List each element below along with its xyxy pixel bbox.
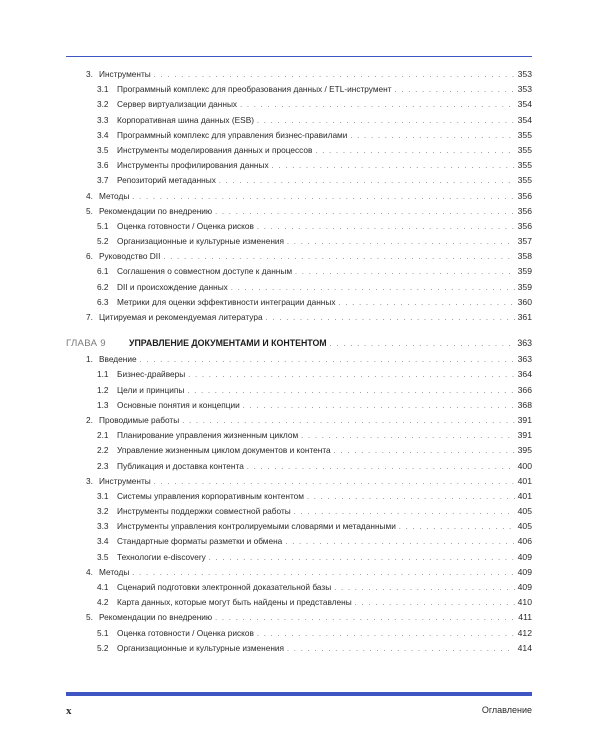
toc-entry-number: 3.5 xyxy=(97,551,109,562)
toc-entry-title: Руководство DII xyxy=(99,251,161,262)
toc-entry-page: 368 xyxy=(517,399,532,410)
toc-entry-page: 360 xyxy=(517,296,532,307)
toc-dot-leader xyxy=(187,384,514,398)
toc-entry-title: Системы управления корпоративным контентом xyxy=(117,490,304,501)
toc-entry-number: 5. xyxy=(86,205,93,216)
toc-subsection-entry[interactable] xyxy=(66,128,532,143)
toc-dot-leader xyxy=(330,336,515,352)
toc-dot-leader xyxy=(257,114,515,128)
toc-entry-title: Проводимые работы xyxy=(99,414,180,425)
toc-entry-title: Инструменты поддержки совместной работы xyxy=(117,506,291,517)
toc-subsection-entry[interactable] xyxy=(66,158,532,173)
toc-entry-number: 3.4 xyxy=(97,129,109,140)
toc-entry-title: Планирование управления жизненным циклом xyxy=(117,430,299,441)
toc-entry-title: Методы xyxy=(99,566,130,577)
toc-entry-page: 358 xyxy=(517,251,532,262)
toc-entry-page: 405 xyxy=(517,521,532,532)
toc-entry-title: Публикация и доставка контента xyxy=(117,460,244,471)
header-rule xyxy=(66,56,532,57)
toc-entry-number: 5.1 xyxy=(97,220,109,231)
toc-entry-title: Основные понятия и концепции xyxy=(117,399,240,410)
toc-entry-number: 2. xyxy=(86,414,93,425)
toc-subsection-entry[interactable] xyxy=(66,504,532,519)
toc-entry-number: 3.1 xyxy=(97,490,109,501)
toc-subsection-entry[interactable] xyxy=(66,626,532,641)
toc-subsection-entry[interactable] xyxy=(66,97,532,112)
toc-entry-number: 1. xyxy=(86,354,93,365)
toc-entry-page: 401 xyxy=(517,475,532,486)
toc-entry-page: 410 xyxy=(517,597,532,608)
toc-dot-leader xyxy=(154,68,515,82)
toc-entry-page: 357 xyxy=(517,236,532,247)
toc-entry-title: Инструменты xyxy=(99,69,151,79)
toc-section-entry[interactable] xyxy=(66,67,532,82)
toc-dot-leader xyxy=(132,566,514,580)
toc-dot-leader xyxy=(338,296,514,310)
toc-entry-title: Сценарий подготовки электронной доказательной базы xyxy=(117,582,332,592)
toc-entry-title: Организационные и культурные изменения xyxy=(117,236,285,247)
toc-entry-number: 3. xyxy=(86,69,93,79)
toc-subsection-entry[interactable] xyxy=(66,113,532,128)
toc-entry-number: 2.3 xyxy=(97,460,109,471)
toc-entry-page: 356 xyxy=(517,205,532,216)
toc-entry-page: 409 xyxy=(517,582,532,592)
toc-dot-leader xyxy=(307,490,515,504)
toc-entry-title: Технологии e-discovery xyxy=(117,551,206,562)
toc-dot-leader xyxy=(285,535,514,549)
toc-entry-number: 3.4 xyxy=(97,536,109,547)
toc-entry-title: Оценка готовности / Оценка рисков xyxy=(117,627,254,638)
toc-subsection-entry[interactable] xyxy=(66,219,532,234)
toc-subsection-entry[interactable] xyxy=(66,534,532,549)
toc-entry-title: Инструменты профилирования данных xyxy=(117,160,269,171)
toc-entry-page: 391 xyxy=(517,414,532,425)
toc-entry-title: Сервер виртуализации данных xyxy=(117,99,238,110)
toc-subsection-entry[interactable] xyxy=(66,398,532,413)
toc-entry-page: 409 xyxy=(517,551,532,562)
toc-entry-title: Инструменты xyxy=(99,475,151,486)
toc-subsection-entry[interactable] xyxy=(66,428,532,443)
toc-entry-title: Управление жизненным циклом документов и контента xyxy=(117,445,331,456)
toc-entry-number: 5.2 xyxy=(97,642,109,653)
toc-entry-title: Рекомендации по внедрению xyxy=(99,205,213,216)
toc-dot-leader xyxy=(215,205,515,219)
toc-subsection-entry[interactable] xyxy=(66,641,532,656)
toc-subsection-entry[interactable] xyxy=(66,82,532,97)
toc-entry-number: 1.3 xyxy=(97,399,109,410)
toc-entry-number: 3.5 xyxy=(97,144,109,155)
toc-entry-number: 5.2 xyxy=(97,236,109,247)
toc-entry-page: 355 xyxy=(517,144,532,155)
toc-dot-leader xyxy=(257,220,515,234)
toc-entry-page: 353 xyxy=(517,84,532,95)
toc-dot-leader xyxy=(231,281,515,295)
toc-subsection-entry[interactable] xyxy=(66,489,532,504)
footer-rule xyxy=(66,692,532,696)
toc-entry-number: 5.1 xyxy=(97,627,109,638)
toc-entry-title: DII и происхождение данных xyxy=(117,281,228,292)
toc-entry-title: Рекомендации по внедрению xyxy=(99,612,213,623)
toc-entry-title: Метрики для оценки эффективности интеграции данных xyxy=(117,296,336,307)
toc-entry-number: 4.1 xyxy=(97,582,109,592)
toc-entry-page: 356 xyxy=(517,220,532,231)
toc-dot-leader xyxy=(355,596,515,610)
toc-subsection-entry[interactable] xyxy=(66,443,532,458)
toc-dot-leader xyxy=(215,611,515,625)
running-footer-title: Оглавление xyxy=(481,705,532,715)
toc-subsection-entry[interactable] xyxy=(66,295,532,310)
toc-dot-leader xyxy=(140,353,515,367)
toc-dot-leader xyxy=(154,475,515,489)
toc-entry-title: Программный комплекс для управления бизнес-правилами xyxy=(117,129,348,140)
toc-dot-leader xyxy=(334,581,514,595)
toc-entry-page: 363 xyxy=(517,354,532,365)
toc-entry-number: 4.2 xyxy=(97,597,109,608)
toc-dot-leader xyxy=(247,460,515,474)
toc-dot-leader xyxy=(295,265,515,279)
toc-dot-leader xyxy=(219,174,515,188)
toc-subsection-entry[interactable] xyxy=(66,550,532,565)
toc-entry-page: 401 xyxy=(517,490,532,501)
toc-entry-title: Стандартные форматы разметки и обмена xyxy=(117,536,283,547)
toc-entry-number: 2.2 xyxy=(97,445,109,456)
toc-subsection-entry[interactable] xyxy=(66,173,532,188)
toc-entry-page: 412 xyxy=(517,627,532,638)
toc-entry-number: 3.7 xyxy=(97,175,109,186)
toc-entry-title: Карта данных, которые могут быть найдены и представлены xyxy=(117,597,352,608)
toc-entry-title: Бизнес-драйверы xyxy=(117,369,186,380)
toc-dot-leader xyxy=(301,429,514,443)
toc-entry-number: 6. xyxy=(86,251,93,262)
toc-entry-title: УПРАВЛЕНИЕ ДОКУМЕНТАМИ И КОНТЕНТОМ xyxy=(129,338,327,349)
toc-entry-page: 353 xyxy=(517,69,532,79)
toc-subsection-entry[interactable] xyxy=(66,383,532,398)
toc-subsection-entry[interactable] xyxy=(66,595,532,610)
toc-dot-leader xyxy=(243,399,515,413)
toc-entry-page: 354 xyxy=(517,99,532,110)
toc-entry-number: 3. xyxy=(86,475,93,486)
toc-entry-page: 391 xyxy=(517,430,532,441)
toc-entry-number: 3.6 xyxy=(97,160,109,171)
toc-entry-title: Репозиторий метаданных xyxy=(117,175,216,186)
toc-subsection-entry[interactable] xyxy=(66,519,532,534)
toc-dot-leader xyxy=(294,505,515,519)
toc-section-entry[interactable] xyxy=(66,352,532,367)
toc-entry-number: 5. xyxy=(86,612,93,623)
toc-dot-leader xyxy=(163,250,514,264)
toc-entry-number: ГЛАВА 9 xyxy=(66,338,106,350)
toc-section-entry[interactable] xyxy=(66,204,532,219)
toc-entry-number: 3.2 xyxy=(97,506,109,517)
toc-entry-number: 3.3 xyxy=(97,521,109,532)
toc-entry-page: 411 xyxy=(518,612,532,623)
toc-entry-number: 1.1 xyxy=(97,369,109,380)
toc-entry-page: 364 xyxy=(517,369,532,380)
toc-dot-leader xyxy=(132,190,514,204)
toc-entry-page: 361 xyxy=(517,312,532,322)
toc-entry-page: 354 xyxy=(517,114,532,125)
toc-entry-title: Цитируемая и рекомендуемая литература xyxy=(99,312,263,322)
toc-entry-title: Соглашения о совместном доступе к данным xyxy=(117,266,293,277)
toc-entry-title: Методы xyxy=(99,190,130,201)
toc-entry-number: 4. xyxy=(86,190,93,201)
toc-section-entry[interactable] xyxy=(66,610,532,625)
toc-dot-leader xyxy=(266,311,515,325)
toc-subsection-entry[interactable] xyxy=(66,580,532,595)
toc-subsection-entry[interactable] xyxy=(66,280,532,295)
toc-entry-number: 3.1 xyxy=(97,84,109,95)
toc-entry-page: 414 xyxy=(517,642,532,653)
toc-chapter-entry[interactable] xyxy=(66,335,532,352)
toc-section-entry[interactable] xyxy=(66,189,532,204)
toc-entry-number: 6.1 xyxy=(97,266,109,277)
table-of-contents xyxy=(66,67,532,656)
toc-dot-leader xyxy=(399,520,515,534)
toc-subsection-entry[interactable] xyxy=(66,459,532,474)
toc-subsection-entry[interactable] xyxy=(66,143,532,158)
toc-entry-title: Цели и принципы xyxy=(117,384,185,395)
toc-dot-leader xyxy=(287,235,515,249)
toc-subsection-entry[interactable] xyxy=(66,367,532,382)
toc-section-entry[interactable] xyxy=(66,249,532,264)
toc-entry-page: 400 xyxy=(517,460,532,471)
toc-entry-title: Корпоративная шина данных (ESB) xyxy=(117,114,255,125)
toc-section-entry[interactable] xyxy=(66,565,532,580)
toc-entry-number: 7. xyxy=(86,312,93,322)
toc-entry-page: 405 xyxy=(517,506,532,517)
toc-entry-page: 395 xyxy=(517,445,532,456)
toc-entry-title: Инструменты моделирования данных и процессов xyxy=(117,144,313,155)
toc-dot-leader xyxy=(350,129,514,143)
toc-dot-leader xyxy=(209,551,515,565)
toc-entry-page: 355 xyxy=(517,160,532,171)
toc-subsection-entry[interactable] xyxy=(66,264,532,279)
toc-entry-page: 356 xyxy=(517,190,532,201)
toc-subsection-entry[interactable] xyxy=(66,234,532,249)
toc-entry-page: 355 xyxy=(517,175,532,186)
toc-entry-page: 355 xyxy=(517,129,532,140)
toc-entry-number: 4. xyxy=(86,566,93,577)
toc-section-entry[interactable] xyxy=(66,310,532,325)
toc-dot-leader xyxy=(395,83,515,97)
toc-entry-page: 406 xyxy=(517,536,532,547)
toc-entry-title: Оценка готовности / Оценка рисков xyxy=(117,220,254,231)
toc-entry-number: 6.2 xyxy=(97,281,109,292)
toc-entry-number: 2.1 xyxy=(97,430,109,441)
toc-dot-leader xyxy=(257,627,515,641)
toc-dot-leader xyxy=(188,368,514,382)
toc-entry-number: 6.3 xyxy=(97,296,109,307)
toc-dot-leader xyxy=(334,444,515,458)
toc-dot-leader xyxy=(287,642,515,656)
toc-entry-page: 363 xyxy=(517,338,532,349)
toc-dot-leader xyxy=(182,414,514,428)
toc-entry-number: 1.2 xyxy=(97,384,109,395)
toc-entry-page: 359 xyxy=(517,281,532,292)
page-number: x xyxy=(66,705,72,717)
toc-entry-page: 359 xyxy=(517,266,532,277)
toc-section-entry[interactable] xyxy=(66,474,532,489)
toc-section-entry[interactable] xyxy=(66,413,532,428)
toc-entry-page: 409 xyxy=(517,566,532,577)
toc-entry-number: 3.3 xyxy=(97,114,109,125)
toc-dot-leader xyxy=(272,159,515,173)
toc-entry-number: 3.2 xyxy=(97,99,109,110)
toc-dot-leader xyxy=(240,98,515,112)
toc-entry-title: Организационные и культурные изменения xyxy=(117,642,285,653)
toc-entry-title: Программный комплекс для преобразования данных / ETL-инструмент xyxy=(117,84,392,95)
toc-entry-title: Введение xyxy=(99,354,137,365)
toc-dot-leader xyxy=(315,144,514,158)
toc-entry-page: 366 xyxy=(517,384,532,395)
toc-entry-title: Инструменты управления контролируемыми словарями и метаданными xyxy=(117,521,396,532)
